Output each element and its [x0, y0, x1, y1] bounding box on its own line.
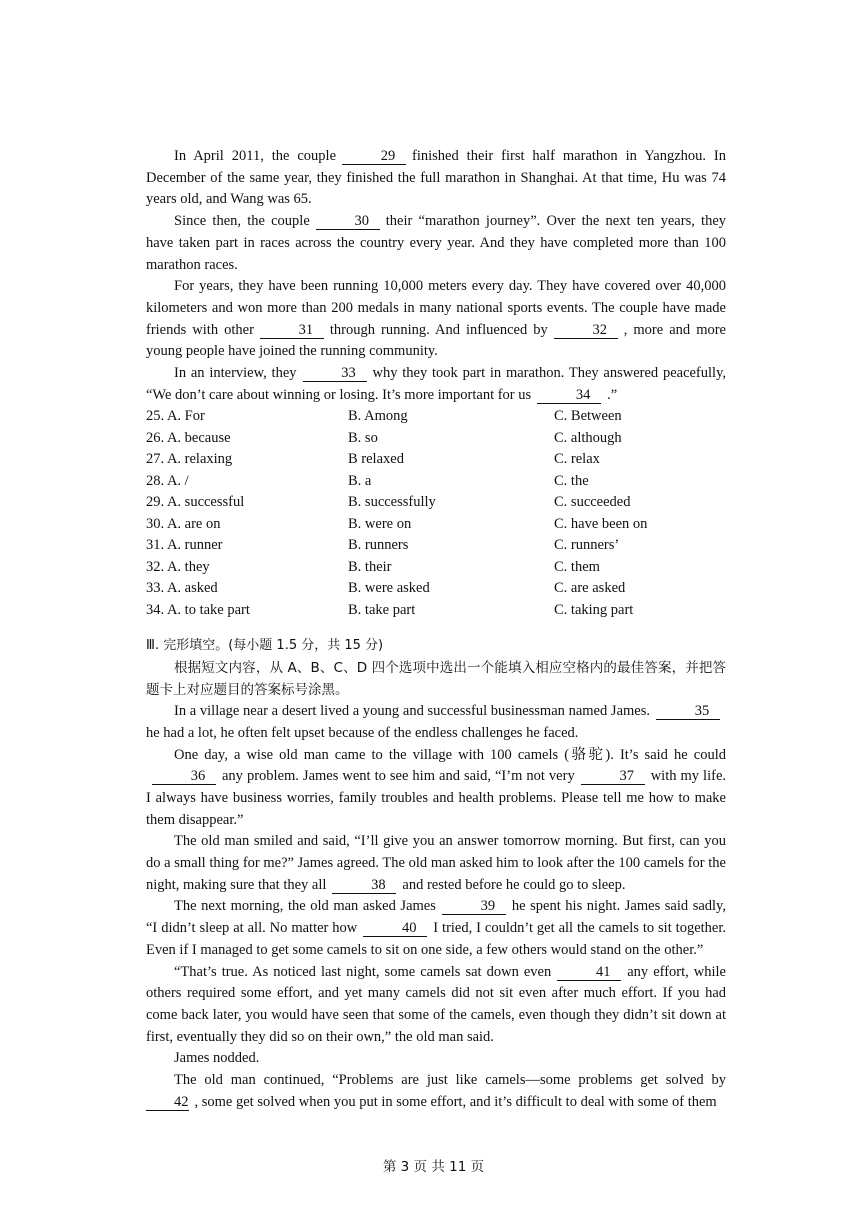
blank-37: 37 — [581, 768, 645, 785]
text-segment: , some get solved when you put in some effort, and it’s difficult to deal with some of them — [194, 1093, 717, 1110]
option-row — [146, 406, 726, 428]
option-c: C. relax — [554, 451, 600, 468]
option-b: B relaxed — [348, 451, 404, 468]
passage2-paragraph7 — [146, 1070, 726, 1113]
blank-36: 36 — [152, 768, 216, 785]
option-b: B. a — [348, 472, 372, 489]
passage1-paragraph1 — [146, 146, 726, 211]
option-row — [146, 492, 726, 514]
blank-30: 30 — [316, 213, 380, 230]
option-row — [146, 557, 726, 579]
page-footer: 第 3 页 共 11 页 — [382, 1159, 485, 1175]
text-segment: Since then, the couple — [174, 213, 310, 230]
option-c: C. Between — [554, 408, 622, 425]
option-b: B. their — [348, 558, 392, 575]
option-a: 27. A. relaxing — [146, 451, 233, 468]
option-row — [146, 449, 726, 471]
text-segment: One day, a wise old man came to the village with 100 camels (骆驼). It’s said he could — [174, 746, 726, 763]
text-segment: he spent his night. James said sadly, “I didn’t sleep at all. No matter how — [146, 898, 726, 937]
option-c: C. the — [554, 472, 589, 489]
passage1-paragraph3 — [146, 276, 726, 363]
option-b: B. runners — [348, 537, 409, 554]
text-segment: The next morning, the old man asked James — [174, 898, 436, 915]
option-a: 34. A. to take part — [146, 601, 250, 618]
text-segment: their “marathon journey”. Over the next ten years, they have taken part in races across the country every year. And they have completed more than 100 marathon races. — [146, 213, 727, 273]
blank-34: 34 — [537, 387, 601, 404]
blank-35: 35 — [656, 703, 720, 720]
option-row — [146, 471, 726, 493]
option-row — [146, 600, 726, 622]
option-row — [146, 578, 726, 600]
option-c: C. although — [554, 429, 622, 446]
option-row — [146, 514, 726, 536]
page-content — [146, 146, 726, 1114]
option-a: 31. A. runner — [146, 537, 223, 554]
text-segment: The old man continued, “Problems are just like camels—some problems get solved by — [174, 1072, 726, 1089]
blank-29: 29 — [342, 148, 406, 165]
section-instruction: 根据短文内容，从 A、B、C、D 四个选项中选出一个能填入相应空格内的最佳答案，并把答题卡上对应题目的答案标号涂黑。 — [146, 660, 726, 699]
text-segment: finished their first half marathon in Yangzhou. In December of the same year, they finished the full marathon in Shanghai. At that time, Hu was 74 years old, and Wang was 65. — [146, 148, 727, 208]
option-c: C. taking part — [554, 601, 634, 618]
option-a: 30. A. are on — [146, 515, 221, 532]
text-segment: The old man smiled and said, “I’ll give you an answer tomorrow morning. But first, can you do a small thing for me?” James agreed. The old man asked him to look after the 100 camels for the night, making sure that they all — [146, 833, 726, 893]
passage2-paragraph2 — [146, 745, 726, 832]
text-segment: and rested before he could go to sleep. — [402, 876, 626, 893]
text-segment: , more and more young people have joined the running community. — [146, 321, 726, 360]
passage2-paragraph1 — [146, 701, 726, 744]
option-c: C. have been on — [554, 515, 648, 532]
blank-38: 38 — [332, 877, 396, 894]
text-segment: .” — [607, 386, 618, 403]
option-b: B. take part — [348, 601, 416, 618]
text-segment: “That’s true. As noticed last night, some camels sat down even — [174, 963, 552, 980]
text-segment: In a village near a desert lived a young and successful businessman named James. — [174, 703, 650, 720]
passage1-paragraph4 — [146, 363, 726, 406]
text-segment: with my life. I always have business worries, family troubles and health problems. Please tell me how to make them disappear.” — [146, 768, 727, 828]
text-segment: I tried, I couldn’t get all the camels to sit together. Even if I managed to get some camels to sit on one side, a few others would stand on the other.” — [146, 920, 727, 958]
text-segment: For years, they have been running 10,000 meters every day. They have covered over 40,000 kilometers and won more than 200 medals in many national sports events. The couple have made friends with other — [146, 278, 726, 338]
option-a: 25. A. For — [146, 408, 205, 425]
option-c: C. them — [554, 558, 600, 575]
blank-41: 41 — [557, 964, 621, 981]
text-segment: why they took part in marathon. They answered peacefully, “We don’t care about winning or losing. It’s more important for us — [146, 365, 727, 403]
option-a: 29. A. successful — [146, 494, 245, 511]
text-segment: In an interview, they — [174, 365, 297, 382]
options-list — [146, 406, 726, 621]
blank-39: 39 — [442, 898, 506, 915]
option-b: B. successfully — [348, 494, 436, 511]
blank-31: 31 — [260, 322, 324, 339]
blank-40: 40 — [363, 920, 427, 937]
blank-33: 33 — [303, 365, 367, 382]
passage2-paragraph5 — [146, 962, 726, 1049]
option-c: C. are asked — [554, 580, 626, 597]
option-b: B. were asked — [348, 580, 430, 597]
option-a: 33. A. asked — [146, 580, 218, 597]
text-segment: he had a lot, he often felt upset because of the endless challenges he faced. — [146, 724, 579, 741]
text-segment: any effort, while others required some effort, and yet many camels did not sit even after much effort. If you had come back later, you would have seen that some of the camels, even though they didn’t sit down at first, eventually they did so on their own,” the old man said. — [146, 963, 726, 1045]
option-a: 26. A. because — [146, 429, 231, 446]
passage2-paragraph3 — [146, 831, 726, 896]
text-segment: through running. And influenced by — [329, 321, 548, 338]
option-c: C. runners’ — [554, 537, 620, 554]
option-b: B. were on — [348, 515, 412, 532]
passage2-paragraph6: James nodded. — [174, 1050, 260, 1067]
option-a: 32. A. they — [146, 558, 210, 575]
option-b: B. so — [348, 429, 378, 446]
blank-42: 42 — [146, 1094, 189, 1111]
passage2-paragraph4 — [146, 896, 726, 961]
text-segment: any problem. James went to see him and said, “I’m not very — [222, 768, 575, 785]
option-row — [146, 535, 726, 557]
option-c: C. succeeded — [554, 494, 631, 511]
section-title: Ⅲ. 完形填空。(每小题 1.5 分，共 15 分) — [146, 638, 384, 654]
option-row — [146, 428, 726, 450]
passage1-paragraph2 — [146, 211, 726, 276]
text-segment: In April 2011, the couple — [174, 148, 337, 164]
blank-32: 32 — [554, 322, 618, 339]
option-a: 28. A. / — [146, 472, 189, 489]
option-b: B. Among — [348, 408, 408, 425]
